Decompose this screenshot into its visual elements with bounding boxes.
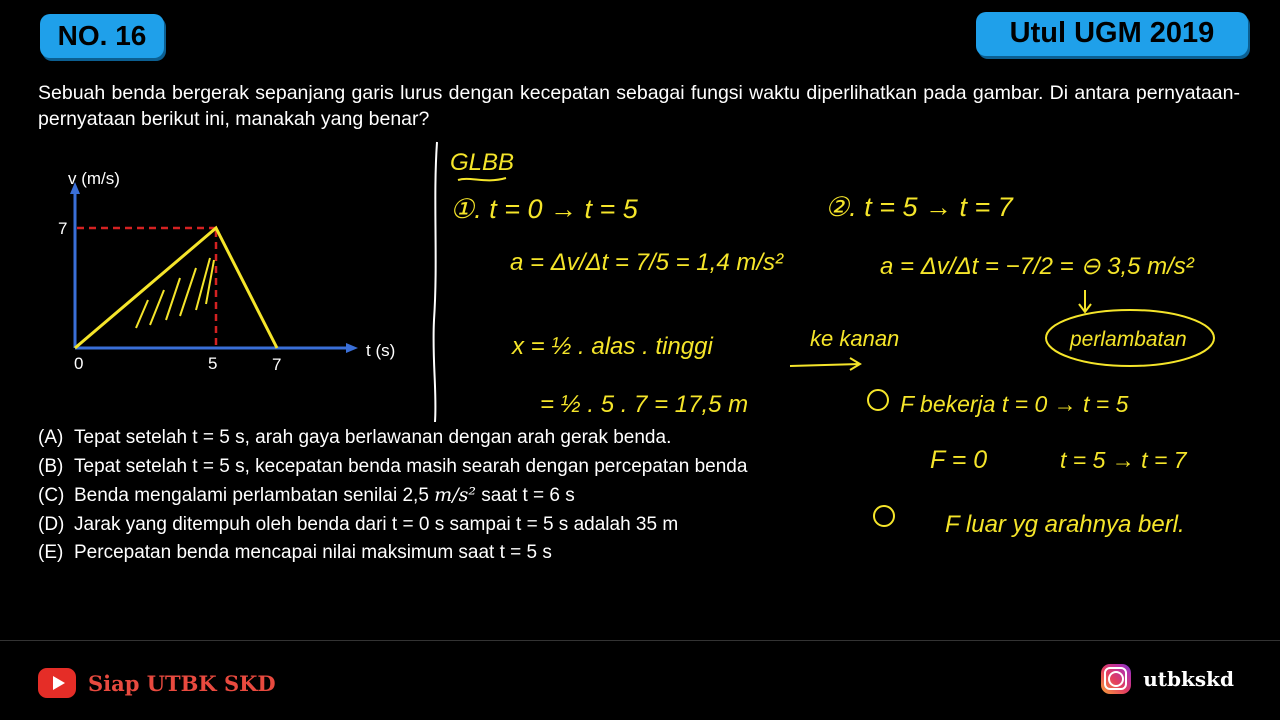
annotation-step1-distance-calc: = ½ . 5 . 7 = 17,5 m [540, 391, 749, 418]
x-axis-label: t (s) [366, 341, 396, 360]
annotation-direction: ke kanan [810, 326, 900, 351]
youtube-channel-link[interactable] [38, 666, 276, 700]
heading-underline [458, 178, 506, 180]
annotation-step1-accel: a = Δv/Δt = 7/5 = 1,4 m/s² [510, 249, 783, 276]
annotation-step2-accel: a = Δv/Δt = −7/2 = ⊖ 3,5 m/s² [880, 253, 1194, 280]
question-number-badge: NO. 16 [40, 14, 164, 58]
youtube-channel-name: Siap UTBK SKD [88, 670, 276, 696]
x-axis-arrow-icon [346, 343, 358, 353]
question-text: Sebuah benda bergerak sepanjang garis lurus dengan kecepatan sebagai fungsi waktu diperlihatkan pada gambar. Di antara pernyataan-pernyataan berikut ini, manakah yang benar? [38, 82, 1240, 130]
annotation-heading: GLBB [450, 149, 515, 176]
option-b[interactable]: (B) Tepat setelah t = 5 s, kecepatan benda masih searah dengan percepatan benda [38, 455, 748, 477]
annotation-bullet1-force: F = 0 [930, 446, 988, 474]
y-axis-label: v (m/s) [68, 169, 120, 188]
instagram-icon [1101, 664, 1131, 694]
x-tick-5: 5 [208, 354, 218, 373]
option-e[interactable]: (E) Percepatan benda mencapai nilai maksimum saat t = 5 s [38, 542, 552, 563]
youtube-icon [38, 668, 76, 698]
source-badge: Utul UGM 2019 [976, 12, 1248, 56]
annotation-decel-note: perlambatan [1070, 328, 1187, 351]
annotation-step1-distance: x = ½ . alas . tinggi [512, 333, 713, 360]
option-d[interactable]: (D) Jarak yang ditempuh oleh benda dari t = 0 s sampai t = 5 s adalah 35 m [38, 513, 679, 535]
decel-arrow-icon [1079, 290, 1091, 312]
annotation-step1-title: ①. t = 0 → t = 5 [450, 194, 638, 224]
option-a[interactable]: (A) Tepat setelah t = 5 s, arah gaya berlawanan dengan arah gerak benda. [38, 427, 672, 448]
x-tick-0: 0 [74, 354, 84, 373]
y-tick-7: 7 [58, 219, 68, 238]
instagram-account-link[interactable] [1101, 662, 1234, 696]
instagram-handle: utbkskd [1143, 667, 1234, 691]
annotation-step2-title: ②. t = 5 → t = 7 [825, 192, 1013, 222]
direction-arrow-icon [790, 358, 860, 370]
option-c[interactable]: (C) Benda mengalami perlambatan senilai 2,5 m/s² saat t = 6 s [38, 484, 575, 506]
area-hatch [136, 258, 214, 328]
velocity-time-graph [40, 160, 420, 390]
handwritten-solution [440, 140, 1240, 560]
x-tick-7: 7 [272, 355, 282, 374]
footer-divider [0, 640, 1280, 641]
annotation-bullet2: F luar yg arahnya berl. [945, 511, 1185, 538]
bullet1-icon [868, 390, 888, 410]
bullet2-icon [874, 506, 894, 526]
annotation-bullet1-range: t = 5 → t = 7 [1060, 447, 1187, 473]
annotation-bullet1: F bekerja t = 0 → t = 5 [900, 391, 1129, 417]
